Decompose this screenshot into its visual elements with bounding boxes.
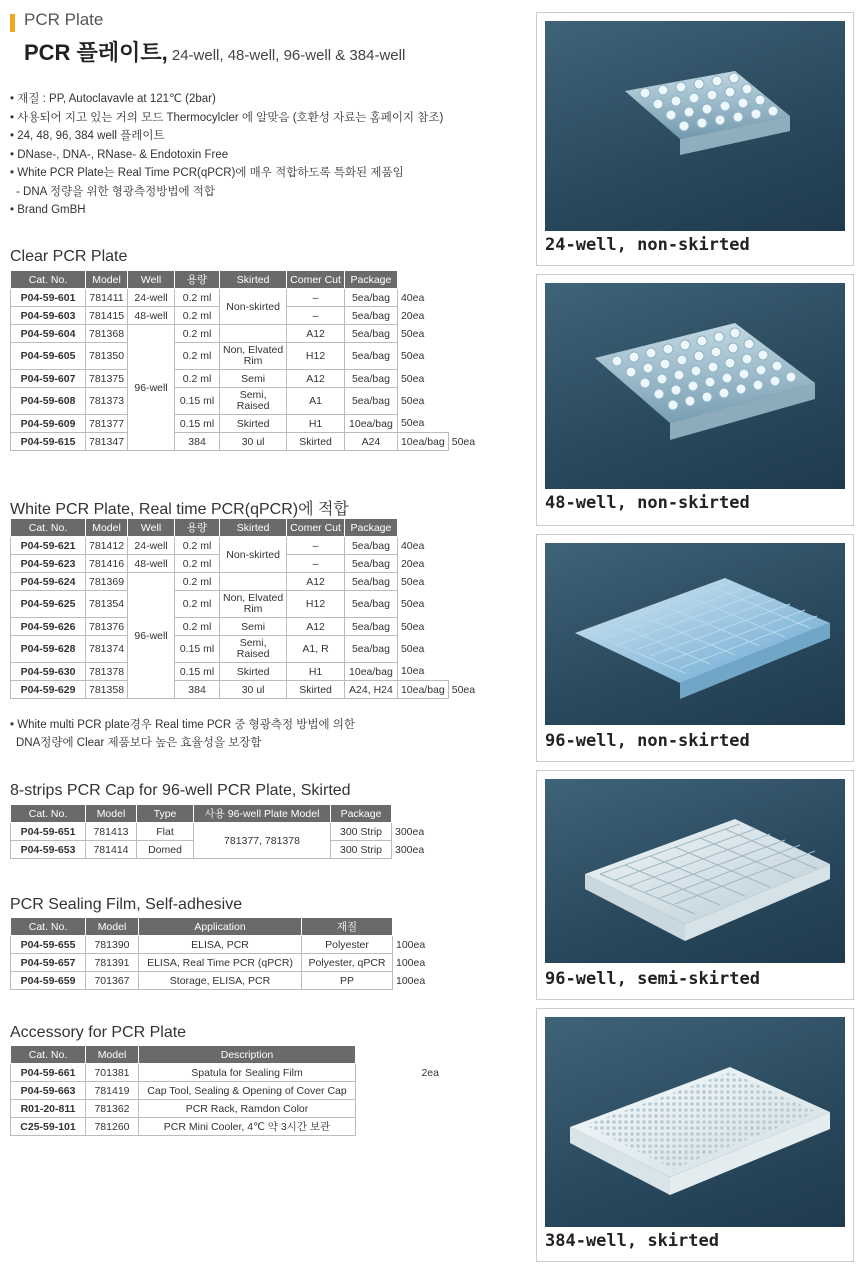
table-row	[11, 972, 429, 990]
bullet-item: • 24, 48, 96, 384 well 플레이트	[10, 130, 165, 142]
table-row	[11, 663, 479, 681]
cat-no: P04-59-605	[11, 343, 86, 370]
plate-48-illustration	[545, 283, 845, 489]
col-header: 재질	[302, 918, 393, 936]
skirted-line: Non, Elvated	[223, 592, 284, 604]
cat-no: P04-59-651	[11, 823, 86, 841]
cat-no: P04-59-630	[11, 663, 86, 681]
col-header: Package	[344, 271, 397, 289]
description: Cap Tool, Sealing & Opening of Cover Cap	[139, 1082, 356, 1100]
package: 300 Strip	[331, 841, 392, 859]
photo-96-semi-skirted-plate	[545, 779, 845, 963]
model: 781369	[86, 573, 128, 591]
qty: 50ea	[400, 575, 425, 588]
photo-card-96-semi	[536, 770, 854, 1000]
qty: 50ea	[451, 683, 476, 696]
cat-no: P04-59-623	[11, 555, 86, 573]
model: 781350	[86, 343, 128, 370]
cat-no: P04-59-603	[11, 307, 86, 325]
table-row	[11, 1064, 443, 1082]
model: 781377	[86, 415, 128, 433]
qty: 100ea	[396, 938, 426, 951]
package: 5ea/bag	[344, 289, 397, 307]
cat-no: P04-59-615	[11, 433, 86, 451]
skirted: Semi	[220, 618, 287, 636]
table-row	[11, 1082, 443, 1100]
description: Spatula for Sealing Film	[139, 1064, 356, 1082]
bullet-item: • 재질 : PP, Autoclavavle at 121℃ (2bar)	[10, 93, 216, 105]
model: 781375	[86, 370, 128, 388]
cat-no: P04-59-659	[11, 972, 86, 990]
model: 781414	[86, 841, 137, 859]
skirted-line: Rim	[243, 355, 263, 367]
table-row	[11, 537, 479, 555]
film-title: PCR Sealing Film, Self-adhesive	[10, 896, 243, 913]
skirted	[220, 325, 287, 343]
table-header-row	[11, 805, 428, 823]
material: PP	[302, 972, 393, 990]
strips-table	[10, 804, 428, 859]
skirted-line: Semi,	[239, 637, 267, 649]
qty: 50ea	[400, 598, 425, 610]
skirted: Skirted	[220, 415, 287, 433]
volume: 0.2 ml	[175, 307, 220, 325]
well: 384	[175, 433, 220, 451]
corner-cut: H1	[287, 663, 345, 681]
volume: 0.2 ml	[175, 591, 220, 618]
qty: 300ea	[395, 843, 425, 856]
plate-24-illustration	[545, 21, 845, 231]
plate-model: 781377, 781378	[194, 823, 331, 859]
corner-cut: A24	[344, 433, 397, 451]
package: 5ea/bag	[344, 307, 397, 325]
skirted-line: Rim	[243, 603, 263, 615]
cat-no: P04-59-601	[11, 289, 86, 307]
cat-no: P04-59-653	[11, 841, 86, 859]
skirted: Skirted	[287, 433, 345, 451]
accessory-title: Accessory for PCR Plate	[10, 1024, 187, 1041]
category-accent-bar	[10, 14, 15, 32]
table-row	[11, 936, 429, 954]
bullet-item: • Brand GmBH	[10, 204, 86, 216]
volume: 0.2 ml	[175, 537, 220, 555]
bullet-item: • 사용되어 지고 있는 거의 모드 Thermocylcler 에 알맞음 (호환성 자료는 홈페이지 참조)	[10, 111, 444, 124]
col-header: Cat. No.	[11, 519, 86, 537]
qty: 2ea	[421, 1066, 439, 1079]
white-plate-note	[10, 716, 355, 752]
note-line: • White multi PCR plate경우 Real time PCR 중 형광측정 방법에 의한	[10, 719, 356, 731]
qty: 100ea	[396, 956, 426, 969]
cat-no: P04-59-628	[11, 636, 86, 663]
bullet-item: • DNase-, DNA-, RNase- & Endotoxin Free	[10, 148, 229, 161]
skirted-line: Non, Elvated	[223, 344, 284, 356]
qty	[356, 1082, 443, 1100]
photo-card-24-well	[536, 12, 854, 266]
volume: 0.15 ml	[175, 415, 220, 433]
table-header-row	[11, 1046, 443, 1064]
material: Polyester, qPCR	[302, 954, 393, 972]
col-header: Skirted	[220, 271, 287, 289]
volume: 0.2 ml	[175, 618, 220, 636]
col-header: Cat. No.	[11, 1046, 86, 1064]
photo-card-384-well	[536, 1008, 854, 1262]
package: 5ea/bag	[344, 343, 397, 370]
package: 5ea/bag	[344, 537, 397, 555]
photo-caption: 48-well, non-skirted	[545, 493, 750, 513]
model: 781415	[86, 307, 128, 325]
table-row	[11, 591, 479, 618]
application: Storage, ELISA, PCR	[139, 972, 302, 990]
col-header: Model	[86, 918, 139, 936]
corner-cut: A24, H24	[344, 681, 397, 699]
cat-no: P04-59-604	[11, 325, 86, 343]
skirted: Non-skirted	[220, 289, 287, 325]
well: 24-well	[128, 289, 175, 307]
type: Flat	[137, 823, 194, 841]
model: 781413	[86, 823, 137, 841]
col-header: 사용 96-well Plate Model	[194, 805, 331, 823]
corner-cut: A1	[287, 388, 345, 415]
model: 781391	[86, 954, 139, 972]
photo-caption: 384-well, skirted	[545, 1231, 719, 1251]
photo-24-well-plate	[545, 21, 845, 231]
application: ELISA, PCR	[139, 936, 302, 954]
col-header: Comer Cut	[287, 271, 345, 289]
clear-plate-table	[10, 270, 479, 451]
photo-48-well-plate	[545, 283, 845, 489]
model: 781378	[86, 663, 128, 681]
qty	[356, 1118, 443, 1136]
photo-card-48-well	[536, 274, 854, 526]
package: 5ea/bag	[344, 388, 397, 415]
volume: 0.2 ml	[175, 325, 220, 343]
corner-cut: A12	[287, 573, 345, 591]
photo-caption: 96-well, non-skirted	[545, 731, 750, 751]
qty: 50ea	[400, 643, 425, 655]
cat-no: P04-59-657	[11, 954, 86, 972]
table-row	[11, 433, 479, 451]
col-header: Package	[331, 805, 392, 823]
cat-no: P04-59-663	[11, 1082, 86, 1100]
corner-cut: H1	[287, 415, 345, 433]
qty: 50ea	[400, 372, 425, 385]
bullet-item: - DNA 정량을 위한 형광측정방법에 적합	[16, 185, 215, 198]
col-header: 용량	[175, 519, 220, 537]
model: 781416	[86, 555, 128, 573]
model: 701381	[86, 1064, 139, 1082]
col-header: 용량	[175, 271, 220, 289]
table-row	[11, 343, 479, 370]
skirted	[220, 388, 287, 415]
model: 781358	[86, 681, 128, 699]
skirted: Skirted	[287, 681, 345, 699]
photo-384-well-plate	[545, 1017, 845, 1227]
col-header: Model	[86, 805, 137, 823]
cat-no: C25-59-101	[11, 1118, 86, 1136]
accessory-table	[10, 1045, 443, 1136]
corner-cut: A12	[287, 325, 345, 343]
skirted	[220, 573, 287, 591]
volume: 0.2 ml	[175, 573, 220, 591]
table-row	[11, 618, 479, 636]
model: 781373	[86, 388, 128, 415]
model: 781374	[86, 636, 128, 663]
cat-no: P04-59-626	[11, 618, 86, 636]
plate-96-illustration	[545, 543, 845, 725]
corner-cut: H12	[287, 343, 345, 370]
qty: 50ea	[400, 395, 425, 407]
table-row	[11, 1118, 443, 1136]
qty: 50ea	[400, 350, 425, 362]
package: 5ea/bag	[344, 573, 397, 591]
cat-no: P04-59-629	[11, 681, 86, 699]
well: 48-well	[128, 307, 175, 325]
well: 48-well	[128, 555, 175, 573]
skirted-line: Semi,	[239, 389, 267, 401]
white-plate-title: White PCR Plate, Real time PCR(qPCR)에 적합	[10, 501, 349, 518]
plate-384-illustration	[545, 1017, 845, 1227]
photo-card-96-well	[536, 534, 854, 762]
type: Domed	[137, 841, 194, 859]
model: 781390	[86, 936, 139, 954]
white-plate-table	[10, 518, 479, 699]
qty	[356, 1100, 443, 1118]
cat-no: P04-59-607	[11, 370, 86, 388]
package: 5ea/bag	[344, 618, 397, 636]
model: 781260	[86, 1118, 139, 1136]
material: Polyester	[302, 936, 393, 954]
table-row	[11, 573, 479, 591]
qty: 40ea	[400, 291, 425, 304]
well: 24-well	[128, 537, 175, 555]
package: 10ea/bag	[344, 415, 397, 433]
table-row	[11, 636, 479, 663]
bullet-item: • White PCR Plate는 Real Time PCR(qPCR)에 매우 적합하도록 특화된 제품임	[10, 167, 404, 179]
table-header-row	[11, 519, 479, 537]
corner-cut: –	[287, 537, 345, 555]
model: 781347	[86, 433, 128, 451]
col-header: Comer Cut	[287, 519, 345, 537]
col-header: Type	[137, 805, 194, 823]
corner-cut: H12	[287, 591, 345, 618]
package: 5ea/bag	[344, 591, 397, 618]
cat-no: P04-59-624	[11, 573, 86, 591]
qty: 20ea	[400, 309, 425, 322]
photo-caption: 96-well, semi-skirted	[545, 969, 760, 989]
model: 781419	[86, 1082, 139, 1100]
package: 10ea/bag	[344, 663, 397, 681]
model: 781368	[86, 325, 128, 343]
col-header: Cat. No.	[11, 805, 86, 823]
model: 781411	[86, 289, 128, 307]
corner-cut: A1, R	[287, 636, 345, 663]
volume: 30 ul	[220, 681, 287, 699]
strips-title: 8-strips PCR Cap for 96-well PCR Plate, Skirted	[10, 782, 351, 799]
col-header: Well	[128, 271, 175, 289]
corner-cut: –	[287, 555, 345, 573]
table-header-row	[11, 918, 429, 936]
table-row	[11, 1100, 443, 1118]
clear-plate-title: Clear PCR Plate	[10, 248, 128, 265]
category-title: PCR Plate	[24, 10, 104, 29]
volume: 0.2 ml	[175, 343, 220, 370]
cat-no: P04-59-625	[11, 591, 86, 618]
col-header: Model	[86, 519, 128, 537]
well: 96-well	[128, 573, 175, 699]
plate-top	[575, 578, 830, 683]
table-row	[11, 289, 479, 307]
photo-caption: 24-well, non-skirted	[545, 235, 750, 255]
qty: 100ea	[396, 974, 426, 987]
col-header: Cat. No.	[11, 918, 86, 936]
page-title	[24, 36, 405, 67]
table-row	[11, 954, 429, 972]
table-row	[11, 681, 479, 699]
table-row	[11, 370, 479, 388]
cat-no: P04-59-609	[11, 415, 86, 433]
col-header: Skirted	[220, 519, 287, 537]
cat-no: P04-59-621	[11, 537, 86, 555]
package: 5ea/bag	[344, 555, 397, 573]
col-header: Application	[139, 918, 302, 936]
model: 781376	[86, 618, 128, 636]
package: 10ea/bag	[397, 681, 448, 699]
volume: 0.2 ml	[175, 289, 220, 307]
corner-cut: A12	[287, 370, 345, 388]
qty: 20ea	[400, 557, 425, 570]
plate-96-semi-illustration	[545, 779, 845, 963]
corner-cut: A12	[287, 618, 345, 636]
skirted: Non-skirted	[220, 537, 287, 573]
volume: 0.15 ml	[175, 388, 220, 415]
skirted: Skirted	[220, 663, 287, 681]
page-title-sub: 24-well, 48-well, 96-well & 384-well	[167, 47, 406, 64]
page-title-main: PCR 플레이트,	[24, 40, 168, 65]
model: 701367	[86, 972, 139, 990]
application: ELISA, Real Time PCR (qPCR)	[139, 954, 302, 972]
cat-no: P04-59-655	[11, 936, 86, 954]
well: 384	[175, 681, 220, 699]
qty: 50ea	[400, 417, 425, 430]
photo-96-well-plate	[545, 543, 845, 725]
volume: 0.15 ml	[175, 636, 220, 663]
col-header: Description	[139, 1046, 356, 1064]
description: PCR Rack, Ramdon Color	[139, 1100, 356, 1118]
col-header: Model	[86, 271, 128, 289]
plate-top	[585, 819, 830, 924]
col-header: Cat. No.	[11, 271, 86, 289]
model: 781354	[86, 591, 128, 618]
corner-cut: –	[287, 289, 345, 307]
skirted-line: Raised	[236, 400, 270, 412]
table-row	[11, 325, 479, 343]
note-line: DNA정량에 Clear 제품보다 높은 효율성을 보장함	[16, 737, 262, 749]
skirted-line: Raised	[236, 648, 270, 660]
film-table	[10, 917, 429, 990]
skirted	[220, 343, 287, 370]
table-row	[11, 823, 428, 841]
table-row	[11, 388, 479, 415]
qty: 50ea	[451, 435, 476, 448]
corner-cut: –	[287, 307, 345, 325]
table-row	[11, 415, 479, 433]
volume: 0.15 ml	[175, 663, 220, 681]
qty: 300ea	[395, 825, 425, 838]
volume: 0.2 ml	[175, 555, 220, 573]
well: 96-well	[128, 325, 175, 451]
package: 5ea/bag	[344, 370, 397, 388]
table-header-row	[11, 271, 479, 289]
qty: 50ea	[400, 620, 425, 633]
spec-bullets	[10, 90, 443, 220]
volume: 0.2 ml	[175, 370, 220, 388]
package: 10ea/bag	[397, 433, 448, 451]
package: 5ea/bag	[344, 636, 397, 663]
qty: 10ea	[400, 665, 425, 678]
cat-no: P04-59-661	[11, 1064, 86, 1082]
qty: 50ea	[400, 327, 425, 340]
skirted	[220, 591, 287, 618]
qty: 40ea	[400, 539, 425, 552]
package: 300 Strip	[331, 823, 392, 841]
skirted	[220, 636, 287, 663]
description: PCR Mini Cooler, 4℃ 약 3시간 보관	[139, 1118, 356, 1136]
col-header: Well	[128, 519, 175, 537]
col-header: Model	[86, 1046, 139, 1064]
col-header: Package	[344, 519, 397, 537]
skirted: Semi	[220, 370, 287, 388]
cat-no: P04-59-608	[11, 388, 86, 415]
model: 781362	[86, 1100, 139, 1118]
model: 781412	[86, 537, 128, 555]
package: 5ea/bag	[344, 325, 397, 343]
volume: 30 ul	[220, 433, 287, 451]
cat-no: R01-20-811	[11, 1100, 86, 1118]
